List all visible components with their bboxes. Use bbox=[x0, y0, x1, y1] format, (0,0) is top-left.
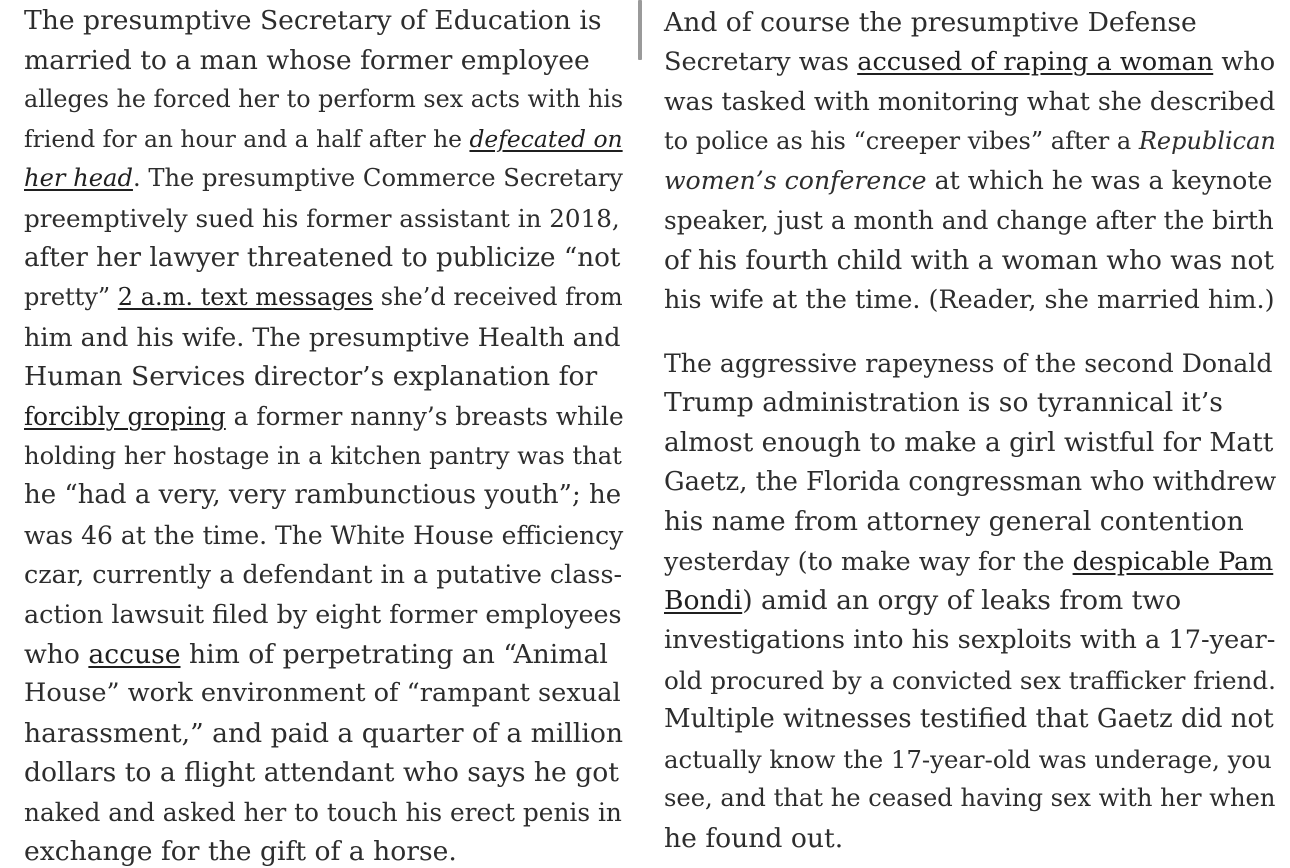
text-line bbox=[664, 122, 1276, 162]
text-line: And of course the presumptive Defense bbox=[664, 7, 1197, 38]
text-line: of his fourth child with a woman who was not bbox=[664, 244, 1274, 276]
text-span: ) amid an orgy of leaks from two bbox=[742, 585, 1182, 617]
despicable-link[interactable]: despicable Pam bbox=[1072, 545, 1274, 576]
text-line: naked and asked her to touch his erect penis in bbox=[24, 797, 622, 827]
text-line: The presumptive Secretary of Education is bbox=[24, 5, 602, 36]
right-paragraph-1 bbox=[664, 3, 1276, 320]
text-span: a former nanny’s breasts while bbox=[225, 401, 624, 431]
text-span: friend for an hour and a half after he bbox=[24, 124, 470, 153]
forcibly-groping-link[interactable]: forcibly groping bbox=[24, 401, 226, 431]
right-column bbox=[664, 3, 1276, 858]
text-span: at which he was a keynote bbox=[926, 166, 1273, 196]
text-line bbox=[24, 635, 624, 675]
text-line: Gaetz, the Florida congressman who withdrew bbox=[664, 466, 1277, 497]
text-span: pretty” bbox=[24, 283, 118, 312]
text-line: action lawsuit filed by eight former employees bbox=[24, 598, 622, 629]
text-span: who bbox=[1213, 46, 1276, 77]
text-line: him and his wife. The presumptive Health and bbox=[24, 321, 621, 352]
text-line bbox=[24, 120, 624, 160]
text-span: she’d received from bbox=[373, 283, 623, 312]
text-span: who bbox=[24, 638, 89, 670]
text-line: alleges he forced her to perform sex acts with his bbox=[24, 85, 624, 114]
text-line: almost enough to make a girl wistful for Matt bbox=[664, 426, 1274, 458]
text-span: yesterday (to make way for the bbox=[664, 545, 1073, 576]
column-divider bbox=[638, 0, 642, 60]
text-line bbox=[664, 542, 1276, 582]
text-line: after her lawyer threatened to publicize “not bbox=[24, 242, 621, 273]
text-line: harassment,” and paid a quarter of a million bbox=[24, 717, 624, 749]
text-line: his wife at the time. (Reader, she married him.) bbox=[664, 284, 1275, 315]
accused-link[interactable]: accused of raping a woman bbox=[857, 46, 1214, 77]
text-line: House” work environment of “rampant sexual bbox=[24, 678, 621, 709]
text-line: The aggressive rapeyness of the second Donald bbox=[664, 348, 1273, 378]
text-line: holding her hostage in a kitchen pantry was that bbox=[24, 441, 622, 470]
right-paragraph-2 bbox=[664, 344, 1276, 859]
italic-text: Republican bbox=[1138, 126, 1276, 155]
text-line: preemptively sued his former assistant in 2018, bbox=[24, 203, 620, 233]
text-line bbox=[664, 581, 1276, 621]
text-span: to police as his “creeper vibes” after a bbox=[664, 126, 1139, 155]
text-line: old procured by a convicted sex trafficker friend. bbox=[664, 665, 1276, 695]
paragraph-gap bbox=[664, 320, 1276, 344]
text-line: Multiple witnesses testified that Gaetz did not bbox=[664, 704, 1274, 735]
text-line: dollars to a flight attendant who says he got bbox=[24, 757, 619, 789]
text-line bbox=[24, 159, 624, 199]
text-line: he found out. bbox=[664, 822, 844, 854]
text-line bbox=[664, 161, 1276, 201]
text-line bbox=[24, 397, 624, 437]
text-line: he “had a very, very rambunctious youth”; he bbox=[24, 480, 622, 511]
text-line: was 46 at the time. The White House efficiency bbox=[24, 520, 624, 550]
text-span: him of perpetrating an “Animal bbox=[180, 638, 608, 670]
text-line: actually know the 17-year-old was underage, you bbox=[664, 744, 1272, 774]
left-paragraph bbox=[24, 1, 624, 868]
accuse-link[interactable]: accuse bbox=[88, 638, 181, 670]
text-line: investigations into his sexploits with a 17-year- bbox=[664, 624, 1276, 655]
text-line bbox=[664, 43, 1276, 83]
text-line: Trump administration is so tyrannical it’s bbox=[664, 387, 1223, 419]
text-messages-link[interactable]: 2 a.m. text messages bbox=[117, 283, 374, 312]
italic-text: women’s conference bbox=[664, 166, 927, 196]
text-span: Secretary was bbox=[664, 46, 858, 77]
text-line: his name from attorney general contention bbox=[664, 506, 1244, 538]
text-line: exchange for the gift of a horse. bbox=[24, 836, 457, 868]
left-column bbox=[24, 1, 624, 868]
despicable-link-continued[interactable]: Bondi bbox=[664, 585, 743, 617]
text-line: Human Services director’s explanation for bbox=[24, 361, 598, 393]
text-line: czar, currently a defendant in a putative class- bbox=[24, 559, 623, 590]
text-span: . The presumptive Commerce Secretary bbox=[132, 164, 623, 193]
text-line: married to a man whose former employee bbox=[24, 44, 590, 76]
text-line: speaker, just a month and change after the birth bbox=[664, 205, 1274, 235]
text-line: was tasked with monitoring what she described bbox=[664, 87, 1276, 117]
defecated-link[interactable]: defecated on bbox=[469, 124, 623, 153]
text-line bbox=[24, 278, 624, 318]
defecated-link-continued[interactable]: her head bbox=[24, 164, 133, 193]
text-line: see, and that he ceased having sex with her when bbox=[664, 784, 1276, 813]
